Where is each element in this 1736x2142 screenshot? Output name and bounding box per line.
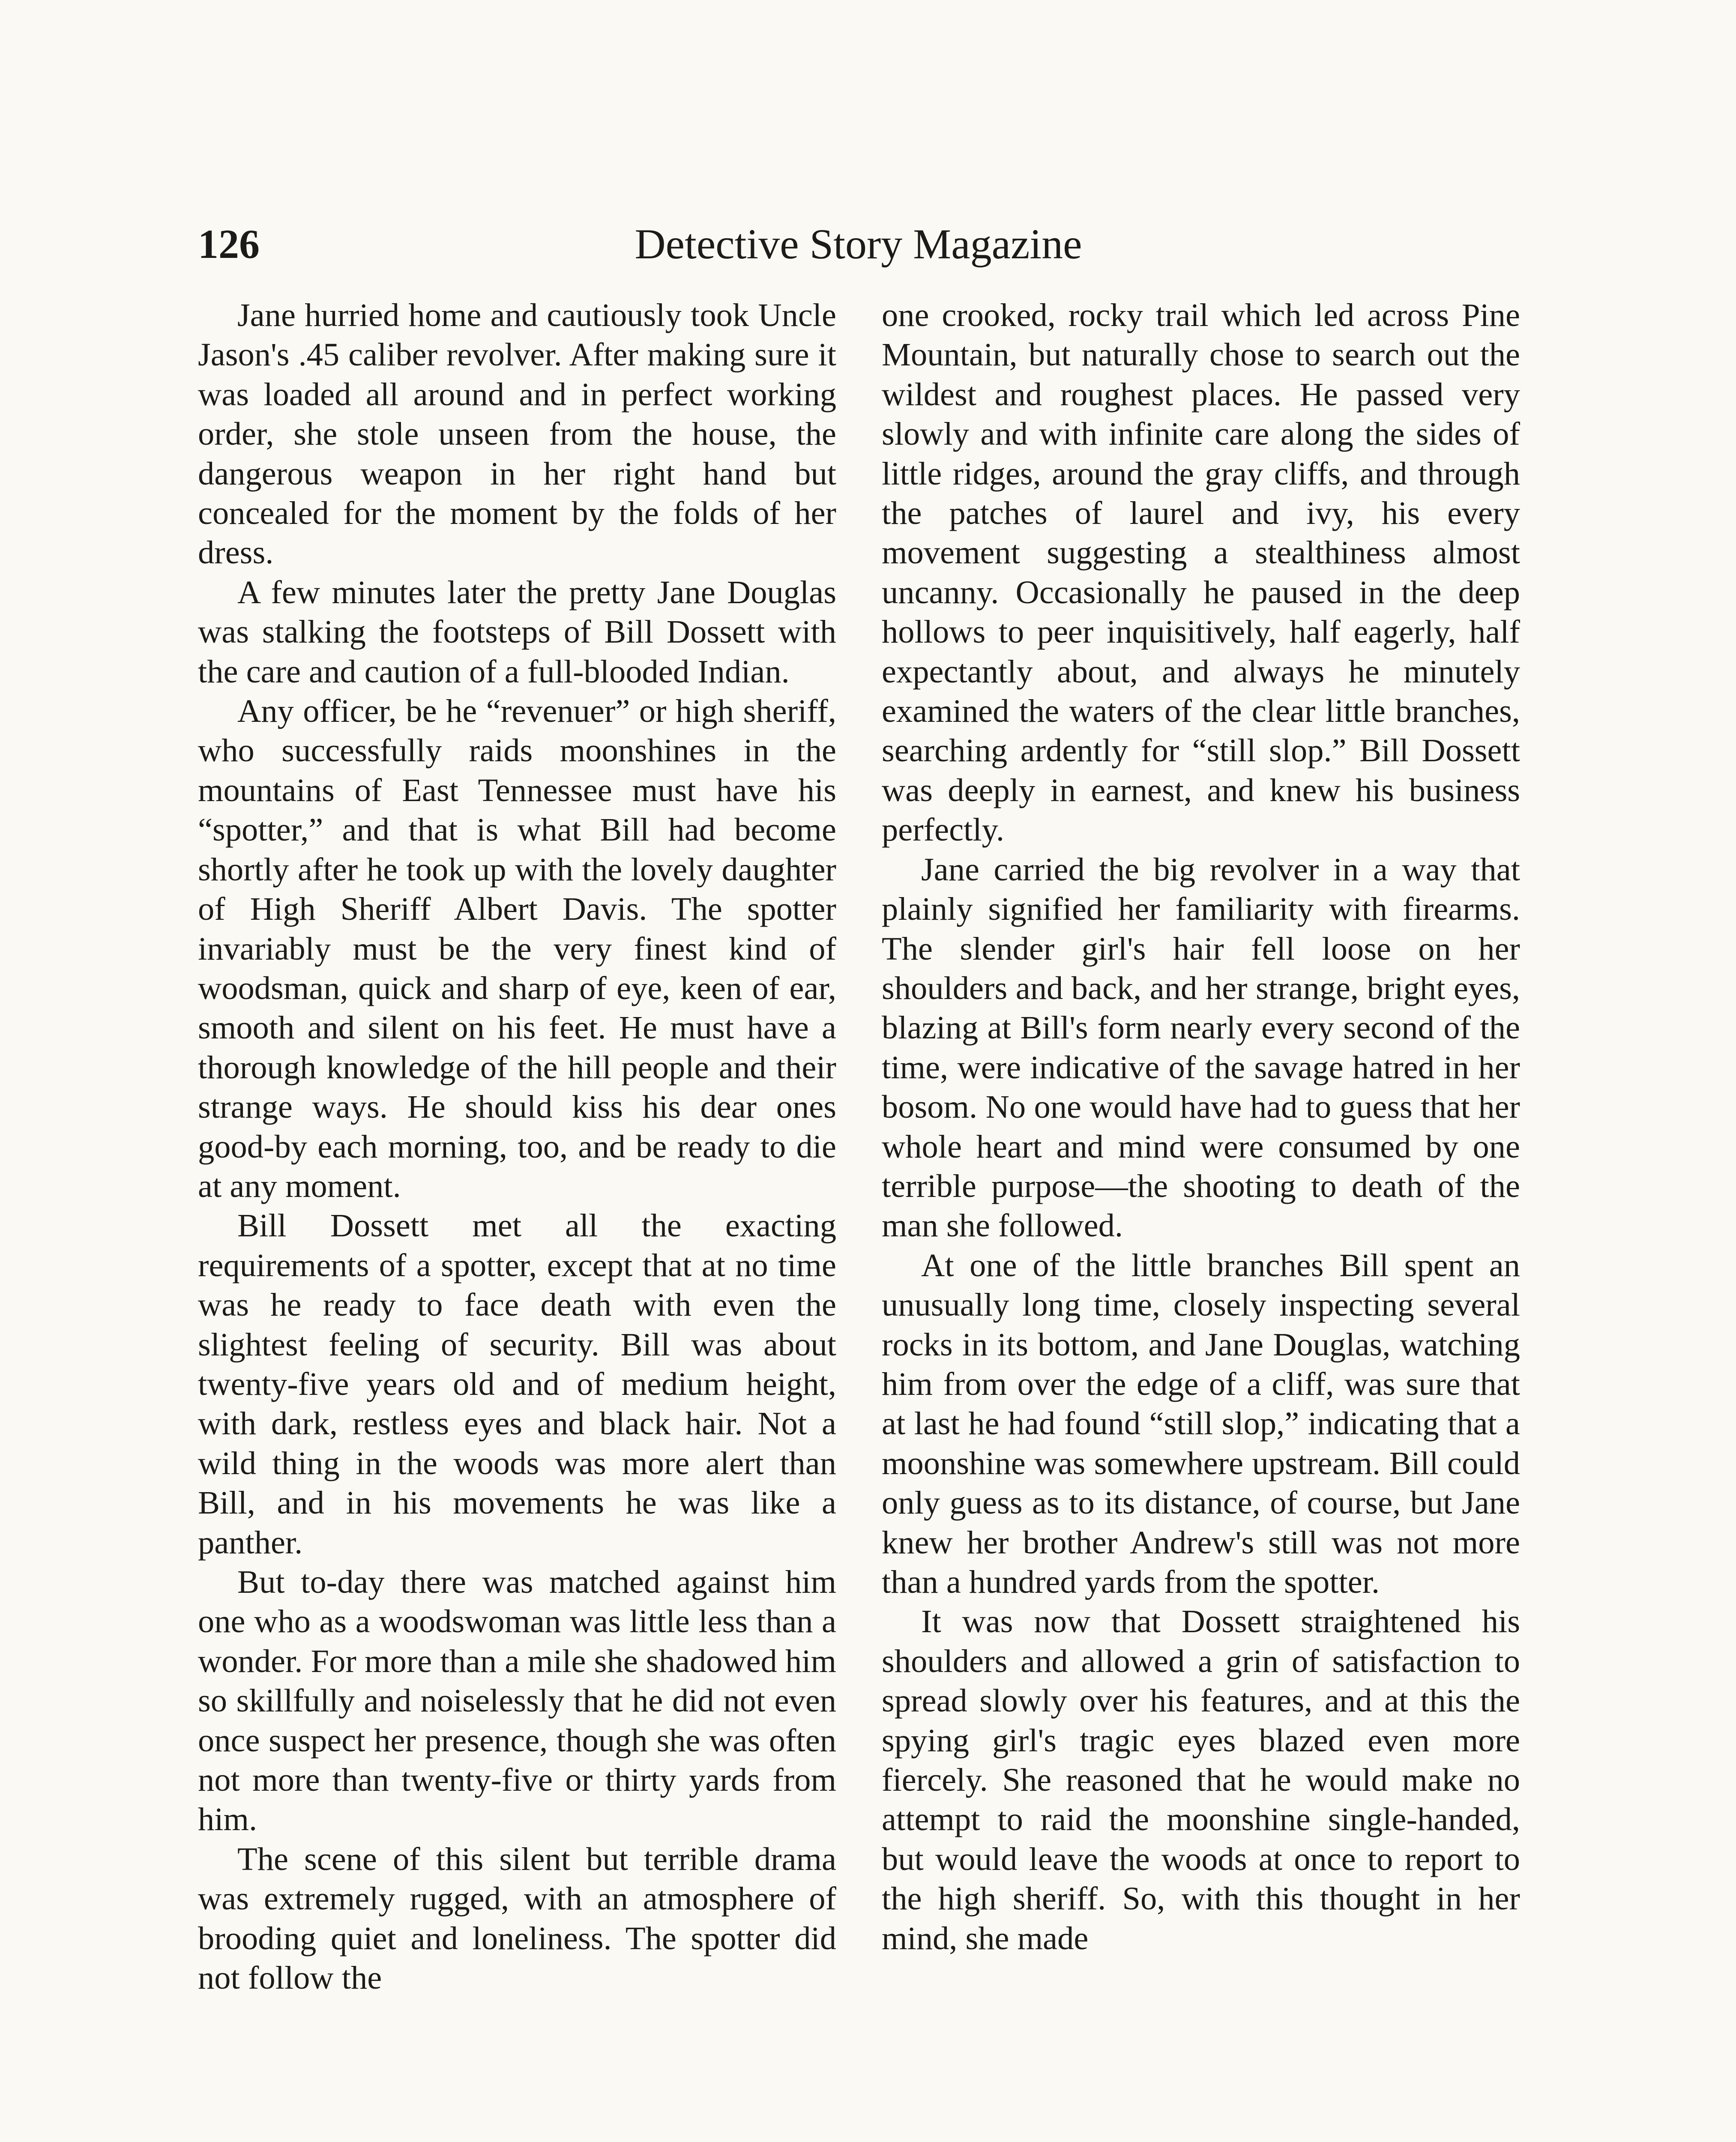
paragraph: Bill Dossett met all the exacting requirements of a spotter, except that at no time was he ready to face death with even the slightest feeling of security. Bill was about twenty-five years old and of medium height, with dark, restless eyes and black hair. Not a wild thing in the woods was more alert than Bill, and in his movements he was like a panther. — [198, 1207, 836, 1561]
page-number: 126 — [198, 221, 260, 267]
paragraph: At one of the little branches Bill spent an unusually long time, closely inspecting several rocks in its bottom, and Jane Douglas, watching him from over the edge of a cliff, was sure that at last he had found “still slop,” indicating that a moonshine was somewhere upstream. Bill could only guess as to its distance, of course, but Jane knew her brother Andrew's still was not more than a hundred yards from the spotter. — [882, 1247, 1520, 1600]
paragraph: Jane hurried home and cautiously took Uncle Jason's .45 caliber revolver. After making sure it was loaded all around and in perfect working order, she stole unseen from the house, the dangerous weapon in her right hand but concealed for the moment by the folds of her dress. — [198, 297, 836, 571]
paragraph: Any officer, be he “revenuer” or high sheriff, who successfully raids moonshines in the mountains of East Tennessee must have his “spotter,” and that is what Bill had become shortly after he took up with the lovely daughter of High Sheriff Albert Davis. The spotter invariably must be the very finest kind of woodsman, quick and sharp of eye, keen of ear, smooth and silent on his feet. He must have a thorough knowledge of the hill people and their strange ways. He should kiss his dear ones good-by each morning, too, and be ready to die at any moment. — [198, 693, 836, 1204]
paragraph: It was now that Dossett straightened his shoulders and allowed a grin of satisfaction to spread slowly over his features, and at this the spying girl's tragic eyes blazed even more fiercely. She reasoned that he would make no attempt to raid the moonshine single-handed, but would leave the woods at once to report to the high sheriff. So, with this thought in her mind, she made — [882, 1603, 1520, 1957]
page-header — [198, 216, 1519, 272]
paragraph: But to-day there was matched against him one who as a woodswoman was little less than a wonder. For more than a mile she shadowed him so skillfully and noiselessly that he did not even once suspect her presence, though she was often not more than twenty-five or thirty yards from him. — [198, 1564, 836, 1838]
paragraph: The scene of this silent but terrible drama was extremely rugged, with an atmosphere of brooding quiet and loneliness. The spotter did not follow the — [198, 1840, 836, 1996]
left-column — [198, 296, 836, 1998]
running-head: Detective Story Magazine — [635, 220, 1082, 268]
paragraph-continued: one crooked, rocky trail which led across Pine Mountain, but naturally chose to search out the wildest and roughest places. He passed very slowly and with infinite care along the sides of little ridges, around the gray cliffs, and through the patches of laurel and ivy, his every movement suggesting a stealthiness almost uncanny. Occasionally he paused in the deep hollows to peer inquisitively, half eagerly, half expectantly about, and always he minutely examined the waters of the clear little branches, searching ardently for “still slop.” Bill Dossett was deeply in earnest, and knew his business perfectly. — [882, 297, 1520, 848]
paragraph: Jane carried the big revolver in a way that plainly signified her familiarity with firearms. The slender girl's hair fell loose on her shoulders and back, and her strange, bright eyes, blazing at Bill's form nearly every second of the time, were indicative of the savage hatred in her bosom. No one would have had to guess that her whole heart and mind were consumed by one terrible purpose—the shooting to death of the man she followed. — [882, 851, 1520, 1244]
right-column — [882, 296, 1520, 1958]
paragraph: A few minutes later the pretty Jane Douglas was stalking the footsteps of Bill Dossett with the care and caution of a full-blooded Indian. — [198, 574, 836, 690]
